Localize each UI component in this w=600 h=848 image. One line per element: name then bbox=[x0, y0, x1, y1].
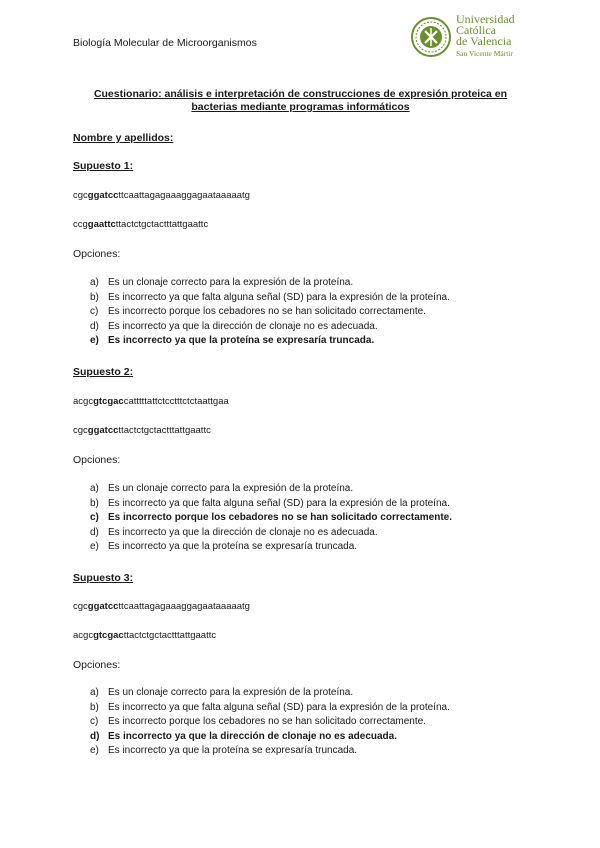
option-letter: c) bbox=[90, 716, 99, 727]
option-letter: a) bbox=[90, 483, 99, 494]
option-text: Es incorrecto ya que falta alguna señal (SD) para la expresión de la proteína. bbox=[108, 701, 450, 713]
option-text: Es incorrecto ya que la dirección de clonaje no es adecuada. bbox=[108, 320, 378, 332]
case-3-title: Supuesto 3: bbox=[73, 572, 134, 584]
option-item bbox=[90, 497, 452, 512]
option-text: Es incorrecto ya que la proteína se expresaría truncada. bbox=[108, 541, 358, 552]
case-3-options bbox=[90, 686, 450, 759]
case-1-options bbox=[90, 276, 450, 349]
option-text: Es incorrecto ya que la dirección de clonaje no es adecuada. bbox=[108, 730, 397, 742]
option-letter: a) bbox=[90, 277, 99, 288]
university-crest-icon bbox=[410, 16, 452, 58]
option-item bbox=[90, 276, 450, 291]
case-3-sequence-1: cgcggatccttcaattagagaaaggagaataaaaatg bbox=[73, 601, 250, 612]
course-header: Biología Molecular de Microorganismos bbox=[73, 37, 257, 49]
option-item bbox=[90, 701, 450, 716]
case-2-sequence-1: acgcgtcgaccatttttattctcctttctctaattgaa bbox=[73, 396, 229, 407]
option-text: Es incorrecto ya que la dirección de clonaje no es adecuada. bbox=[108, 526, 378, 538]
option-text: Es incorrecto ya que falta alguna señal (SD) para la expresión de la proteína. bbox=[108, 497, 450, 509]
option-letter: e) bbox=[90, 541, 99, 552]
option-letter: b) bbox=[90, 497, 99, 509]
case-1-options-label: Opciones: bbox=[73, 248, 121, 260]
case-2-options bbox=[90, 482, 452, 555]
case-2-options-label: Opciones: bbox=[73, 454, 121, 466]
logo-line-2: Católica bbox=[456, 23, 496, 37]
case-1-sequence-1: cgcggatccttcaattagagaaaggagaataaaaatg bbox=[73, 190, 250, 201]
option-item bbox=[90, 482, 452, 497]
option-item bbox=[90, 305, 450, 320]
option-item bbox=[90, 291, 450, 306]
option-letter: c) bbox=[90, 512, 99, 523]
option-text: Es incorrecto porque los cebadores no se han solicitado correctamente. bbox=[108, 716, 426, 727]
case-2-sequence-2: cgcggatccttactctgctactttattgaattc bbox=[73, 425, 211, 436]
case-1-sequence-2: ccggaattcttactctgctactttattgaattc bbox=[73, 219, 209, 230]
option-text: Es incorrecto ya que la proteína se expresaría truncada. bbox=[108, 745, 358, 756]
option-letter: d) bbox=[90, 320, 99, 332]
page-title: Cuestionario: análisis e interpretación de construcciones de expresión proteica en bacterias mediante programas informáticos bbox=[93, 88, 508, 113]
university-logo bbox=[410, 14, 530, 62]
option-text: Es un clonaje correcto para la expresión de la proteína. bbox=[108, 687, 354, 698]
option-letter: b) bbox=[90, 291, 99, 303]
option-text: Es un clonaje correcto para la expresión de la proteína. bbox=[108, 483, 354, 494]
option-item bbox=[90, 744, 450, 759]
option-letter: b) bbox=[90, 701, 99, 713]
option-letter: a) bbox=[90, 687, 99, 698]
option-item bbox=[90, 526, 452, 541]
case-3-sequence-2: acgcgtcgacttactctgctactttattgaattc bbox=[73, 630, 217, 641]
logo-line-4: San Vicente Mártir bbox=[456, 49, 513, 58]
case-2-title: Supuesto 2: bbox=[73, 366, 134, 378]
option-item bbox=[90, 334, 450, 349]
option-letter: e) bbox=[90, 745, 99, 756]
option-text: Es incorrecto porque los cebadores no se han solicitado correctamente. bbox=[108, 306, 426, 317]
option-text: Es incorrecto ya que falta alguna señal (SD) para la expresión de la proteína. bbox=[108, 291, 450, 303]
option-item bbox=[90, 686, 450, 701]
option-letter: c) bbox=[90, 306, 99, 317]
option-letter: e) bbox=[90, 335, 99, 346]
option-text: Es incorrecto ya que la proteína se expresaría truncada. bbox=[108, 335, 375, 346]
logo-line-3: de Valencia bbox=[456, 34, 512, 48]
option-item bbox=[90, 540, 452, 555]
case-3-options-label: Opciones: bbox=[73, 659, 121, 671]
option-item bbox=[90, 511, 452, 526]
option-item bbox=[90, 730, 450, 745]
option-letter: d) bbox=[90, 526, 99, 538]
logo-line-1: Universidad bbox=[456, 12, 515, 26]
option-letter: d) bbox=[90, 730, 100, 742]
option-text: Es un clonaje correcto para la expresión de la proteína. bbox=[108, 277, 354, 288]
name-label: Nombre y apellidos: bbox=[73, 132, 174, 144]
option-item bbox=[90, 715, 450, 730]
option-item bbox=[90, 320, 450, 335]
case-1-title: Supuesto 1: bbox=[73, 160, 134, 172]
university-name bbox=[456, 14, 515, 59]
option-text: Es incorrecto porque los cebadores no se han solicitado correctamente. bbox=[108, 512, 452, 523]
